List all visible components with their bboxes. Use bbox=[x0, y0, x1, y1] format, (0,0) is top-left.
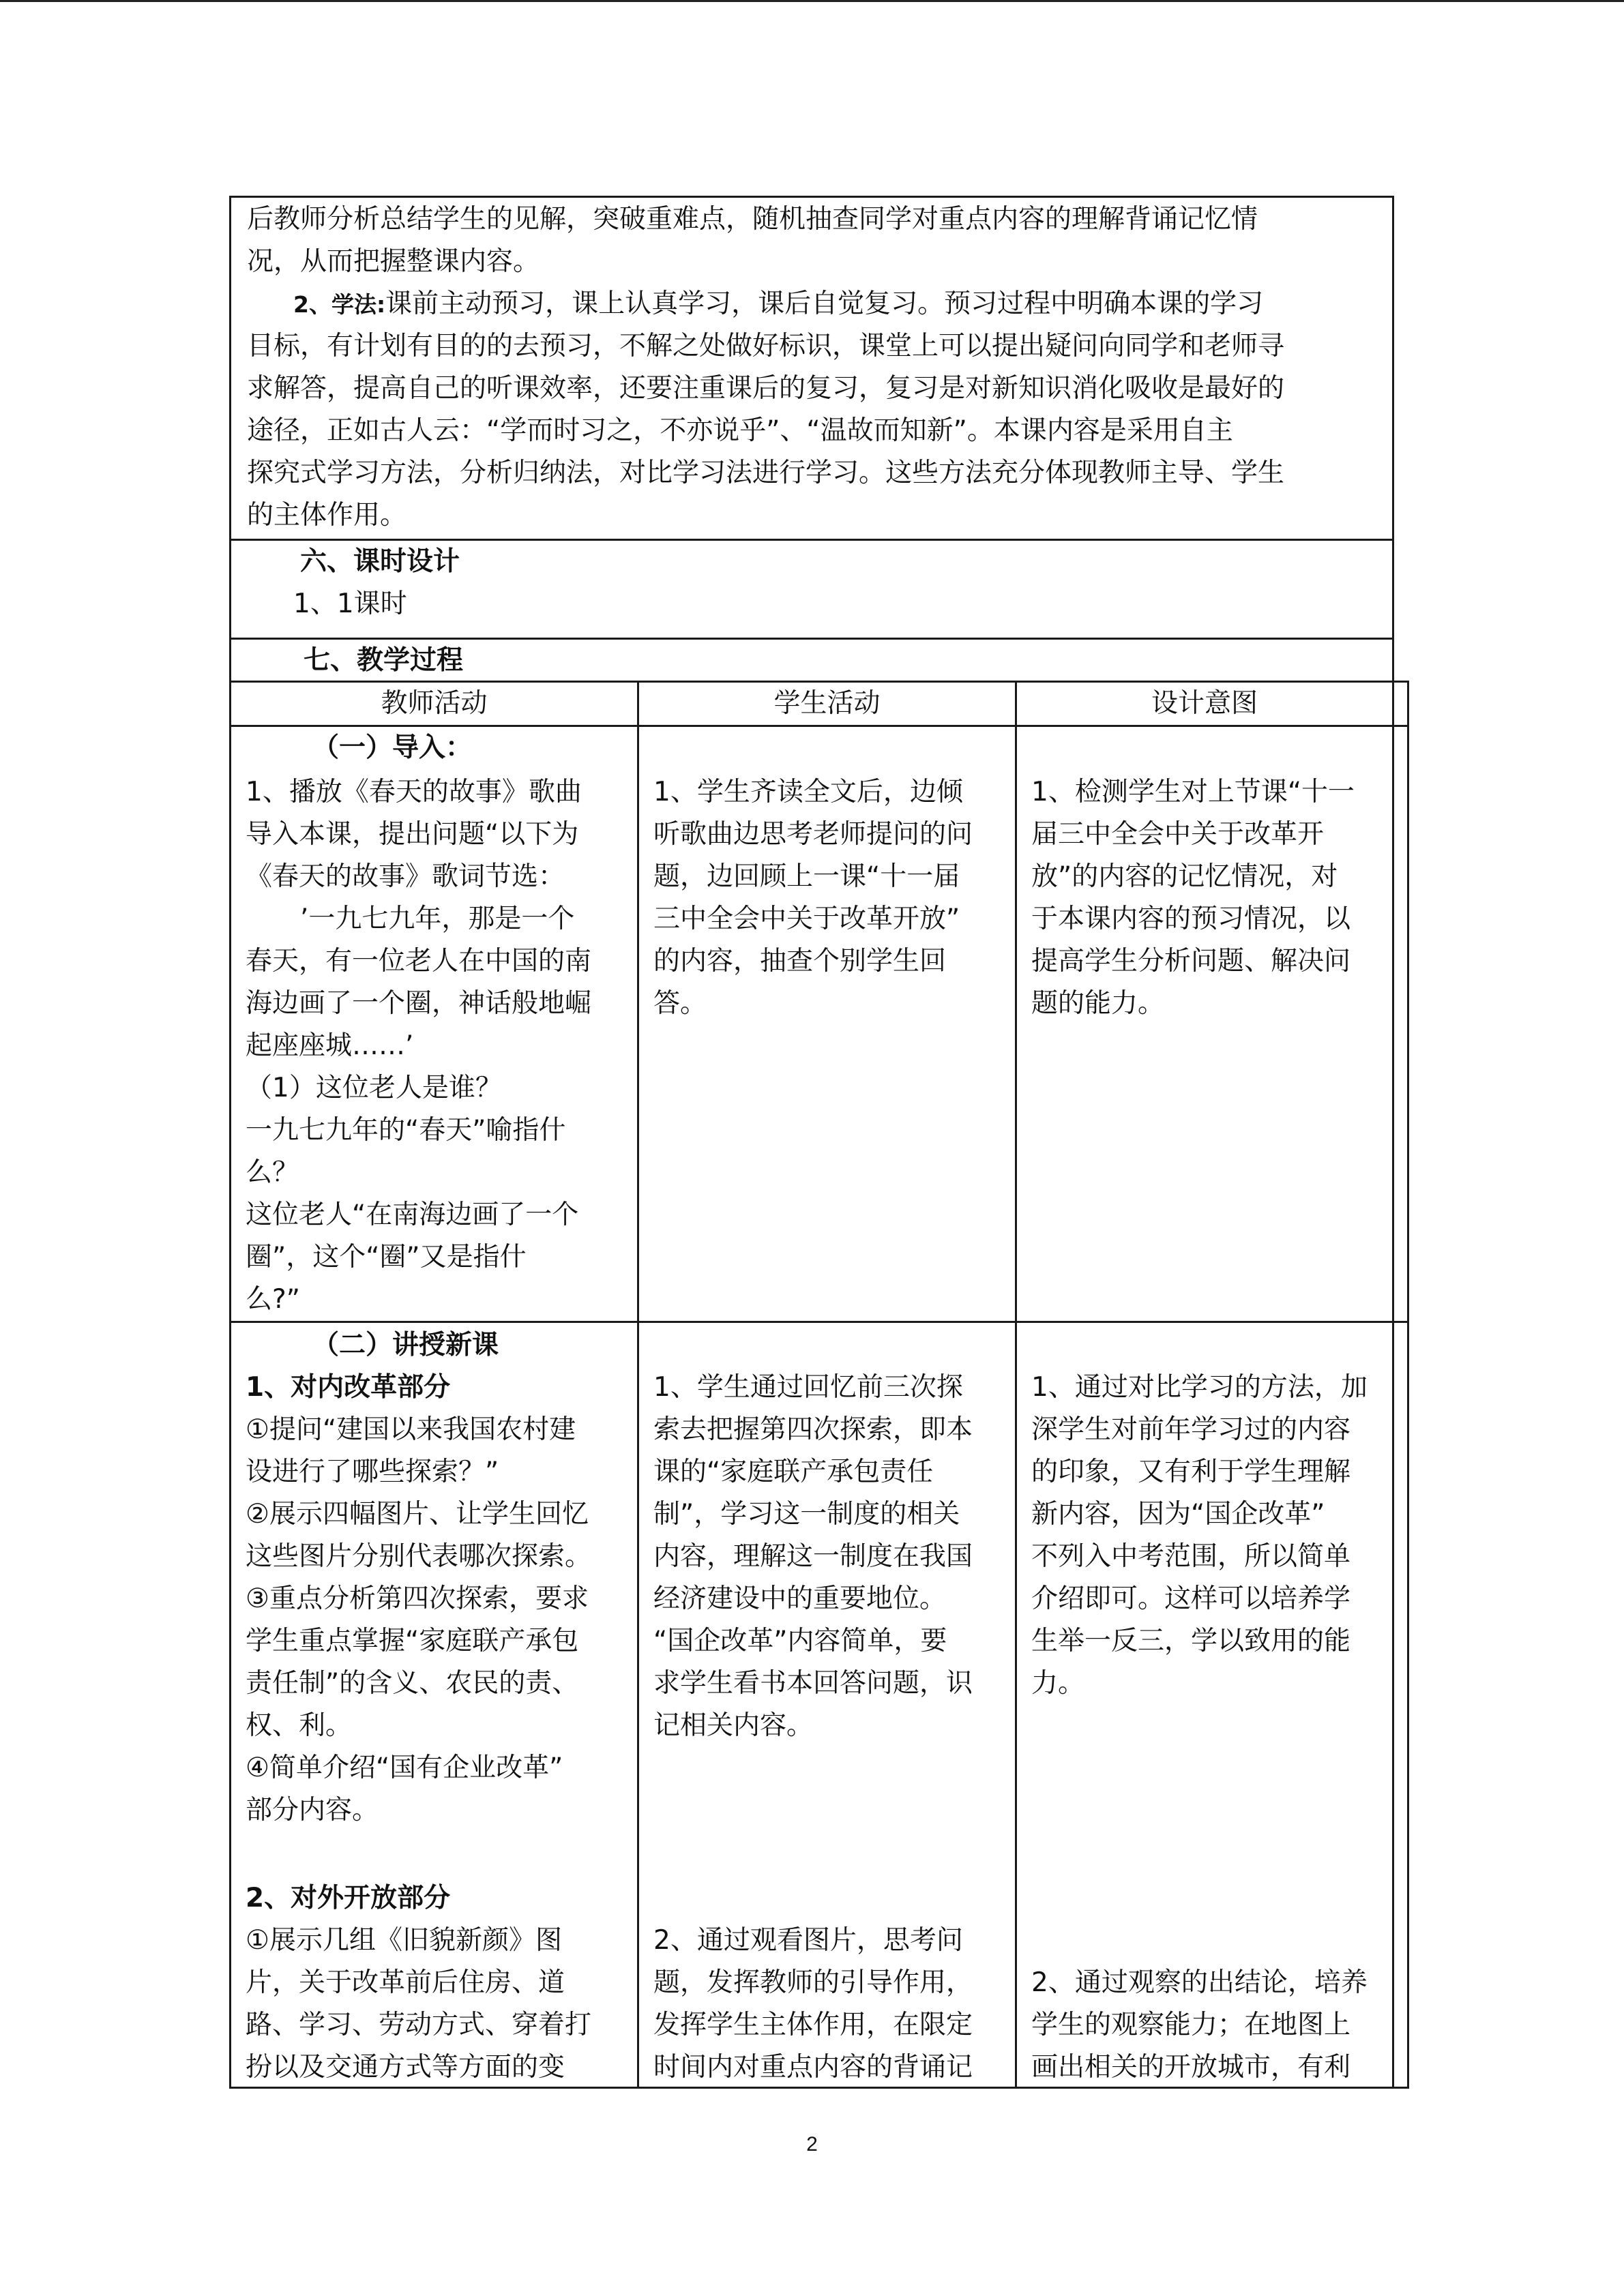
learning-method-label: 2、学法: bbox=[293, 291, 386, 318]
part2-intent1-line-4: 新内容，因为“国企改革” bbox=[1031, 1499, 1325, 1530]
part1-student-line-1: 1、学生齐读全文后，边倾 bbox=[653, 777, 963, 807]
part2-teacher1-line-5: ③重点分析第四次探索，要求 bbox=[246, 1583, 589, 1614]
part2-teacher1-line-2: 设进行了哪些探索？” bbox=[246, 1457, 499, 1487]
learning-method-line-5: 探究式学习方法，分析归纳法，对比学习法进行学习。这些方法充分体现教师主导、学生 bbox=[247, 458, 1285, 488]
part2-intent1-line-3: 的印象，又有利于学生理解 bbox=[1031, 1457, 1351, 1487]
part2-teacher2-line-3: 路、学习、劳动方式、穿着打 bbox=[246, 2010, 592, 2040]
part2-intent1-line-8: 力。 bbox=[1031, 1668, 1085, 1699]
part2-teacher1-line-1: ①提问“建国以来我国农村建 bbox=[246, 1414, 576, 1445]
part1-intent-line-6: 题的能力。 bbox=[1031, 988, 1165, 1019]
part2-teacher1-line-4: 这些图片分别代表哪次探索。 bbox=[246, 1541, 592, 1572]
part2-teacher2-line-4: 扮以及交通方式等方面的变 bbox=[246, 2052, 565, 2083]
part2-teacher2-line-1: ①展示几组《旧貌新颜》图 bbox=[246, 1925, 562, 1956]
part2-student1-line-8: 求学生看书本回答问题，识 bbox=[653, 1668, 973, 1699]
part2-intent1-line-6: 介绍即可。这样可以培养学 bbox=[1031, 1583, 1351, 1614]
part1-student-line-6: 答。 bbox=[653, 988, 707, 1019]
part1-teacher-line-13: 么?” bbox=[246, 1284, 300, 1315]
part1-teacher-line-9: 一九七九年的“春天”喻指什 bbox=[246, 1115, 566, 1146]
part1-student-line-5: 的内容，抽查个别学生回 bbox=[653, 946, 947, 976]
part2-teacher1-line-7: 责任制”的含义、农民的责、 bbox=[246, 1668, 579, 1699]
part2-student2-line-1: 2、通过观看图片，思考问 bbox=[653, 1925, 963, 1956]
teaching-method-line-1: 后教师分析总结学生的见解，突破重难点，随机抽查同学对重点内容的理解背诵记忆情 bbox=[247, 204, 1258, 235]
border-upper-left bbox=[229, 196, 231, 682]
part1-title: （一）导入： bbox=[312, 732, 473, 763]
part2-intent1-line-5: 不列入中考范围，所以简单 bbox=[1031, 1541, 1351, 1572]
part1-teacher-line-5: 春天，有一位老人在中国的南 bbox=[246, 946, 592, 976]
part2-subsection-2: 2、对外开放部分 bbox=[246, 1883, 451, 1913]
part2-intent2-line-2: 学生的观察能力；在地图上 bbox=[1031, 2010, 1351, 2040]
part1-intent-line-3: 放”的内容的记忆情况，对 bbox=[1031, 861, 1338, 892]
part2-teacher1-line-10: 部分内容。 bbox=[246, 1795, 379, 1825]
part1-teacher-line-7: 起座座城……’ bbox=[246, 1030, 414, 1061]
border-col-2 bbox=[1015, 681, 1017, 2089]
header-intent: 设计意图 bbox=[1151, 688, 1258, 719]
learning-method-line-2: 目标，有计划有目的的去预习，不解之处做好标识，课堂上可以提出疑问向同学和老师寻 bbox=[247, 331, 1285, 361]
teaching-method-line-2: 况，从而把握整课内容。 bbox=[247, 246, 540, 277]
part2-teacher2-line-2: 片，关于改革前后住房、道 bbox=[246, 1967, 565, 1998]
part2-intent1-line-2: 深学生对前年学习过的内容 bbox=[1031, 1414, 1351, 1445]
part1-teacher-line-4: ’一九七九年，那是一个 bbox=[300, 904, 575, 934]
part1-intent-line-1: 1、检测学生对上节课“十一 bbox=[1031, 777, 1355, 807]
part2-teacher1-line-3: ②展示四幅图片、让学生回忆 bbox=[246, 1499, 589, 1530]
part2-student2-line-2: 题，发挥教师的引导作用， bbox=[653, 1967, 973, 1998]
part2-intent2-line-1: 2、通过观察的出结论，培养 bbox=[1031, 1967, 1368, 1998]
part2-teacher1-line-6: 学生重点掌握“家庭联产承包 bbox=[246, 1626, 579, 1656]
part1-student-line-2: 听歌曲边思考老师提问的问 bbox=[653, 819, 973, 850]
page-number: 2 bbox=[806, 2133, 818, 2156]
part2-title: （二）讲授新课 bbox=[312, 1330, 499, 1360]
part2-intent1-line-7: 生举一反三，学以致用的能 bbox=[1031, 1626, 1351, 1656]
border-col-3 bbox=[1392, 681, 1394, 2089]
border-col-right bbox=[1407, 681, 1409, 2089]
part2-student1-line-1: 1、学生通过回忆前三次探 bbox=[653, 1372, 963, 1403]
part2-teacher1-line-9: ④简单介绍“国有企业改革” bbox=[246, 1753, 563, 1783]
border-upper-top bbox=[229, 196, 1394, 198]
part2-student1-line-6: 经济建设中的重要地位。 bbox=[653, 1583, 947, 1614]
part2-student1-line-5: 内容，理解这一制度在我国 bbox=[653, 1541, 973, 1572]
part2-student2-line-4: 时间内对重点内容的背诵记 bbox=[653, 2052, 973, 2083]
part1-teacher-line-3: 《春天的故事》歌词节选： bbox=[246, 861, 565, 892]
section-7-title: 七、教学过程 bbox=[304, 645, 464, 676]
part1-teacher-line-12: 圈”，这个“圈”又是指什 bbox=[246, 1242, 527, 1272]
section-6-content: 1、1课时 bbox=[293, 588, 407, 619]
border-part1-bottom bbox=[229, 1321, 1409, 1323]
part1-teacher-line-8: （1）这位老人是谁？ bbox=[246, 1073, 502, 1103]
page-top-border bbox=[0, 0, 1624, 2]
part2-student2-line-3: 发挥学生主体作用，在限定 bbox=[653, 2010, 973, 2040]
part2-student1-line-9: 记相关内容。 bbox=[653, 1710, 814, 1741]
border-col-1 bbox=[637, 681, 639, 2089]
part1-intent-line-4: 于本课内容的预习情况，以 bbox=[1031, 904, 1351, 934]
part1-intent-line-5: 提高学生分析问题、解决问 bbox=[1031, 946, 1351, 976]
part1-student-line-4: 三中全会中关于改革开放” bbox=[653, 904, 960, 934]
part2-student1-line-3: 课的“家庭联产承包责任 bbox=[653, 1457, 934, 1487]
learning-method-text: 课前主动预习，课上认真学习，课后自觉复习。预习过程中明确本课的学习 bbox=[385, 288, 1264, 319]
learning-method-line-4: 途径，正如古人云：“学而时习之，不亦说乎”、“温故而知新”。本课内容是采用自主 bbox=[247, 415, 1233, 446]
learning-method-line-3: 求解答，提高自己的听课效率，还要注重课后的复习，复习是对新知识消化吸收是最好的 bbox=[247, 373, 1285, 404]
part2-teacher1-line-8: 权、利。 bbox=[246, 1710, 353, 1741]
part2-student1-line-2: 索去把握第四次探索，即本 bbox=[653, 1414, 973, 1445]
header-teacher: 教师活动 bbox=[381, 688, 488, 719]
part2-student1-line-4: 制”，学习这一制度的相关 bbox=[653, 1499, 960, 1530]
part1-student-line-3: 题，边回顾上一课“十一届 bbox=[653, 861, 960, 892]
part1-teacher-line-10: 么？ bbox=[246, 1157, 299, 1188]
part1-teacher-line-2: 导入本课，提出问题“以下为 bbox=[246, 819, 579, 850]
section-6-title: 六、课时设计 bbox=[300, 546, 460, 577]
part1-teacher-line-11: 这位老人“在南海边画了一个 bbox=[246, 1199, 579, 1230]
learning-method-line-6: 的主体作用。 bbox=[247, 500, 407, 531]
part1-intent-line-2: 届三中全会中关于改革开 bbox=[1031, 819, 1325, 850]
border-col-left bbox=[229, 681, 231, 2089]
part2-intent1-line-1: 1、通过对比学习的方法，加 bbox=[1031, 1372, 1368, 1403]
part2-student1-line-7: “国企改革”内容简单，要 bbox=[653, 1626, 947, 1656]
part1-teacher-line-1: 1、播放《春天的故事》歌曲 bbox=[246, 777, 582, 807]
header-student: 学生活动 bbox=[773, 688, 881, 719]
part2-subsection-1: 1、对内改革部分 bbox=[246, 1372, 451, 1403]
learning-method-line-1 bbox=[293, 283, 1263, 326]
border-upper-right bbox=[1392, 196, 1394, 682]
part1-teacher-line-6: 海边画了一个圈，神话般地崛 bbox=[246, 988, 592, 1019]
part2-intent2-line-3: 画出相关的开放城市，有利 bbox=[1031, 2052, 1351, 2083]
